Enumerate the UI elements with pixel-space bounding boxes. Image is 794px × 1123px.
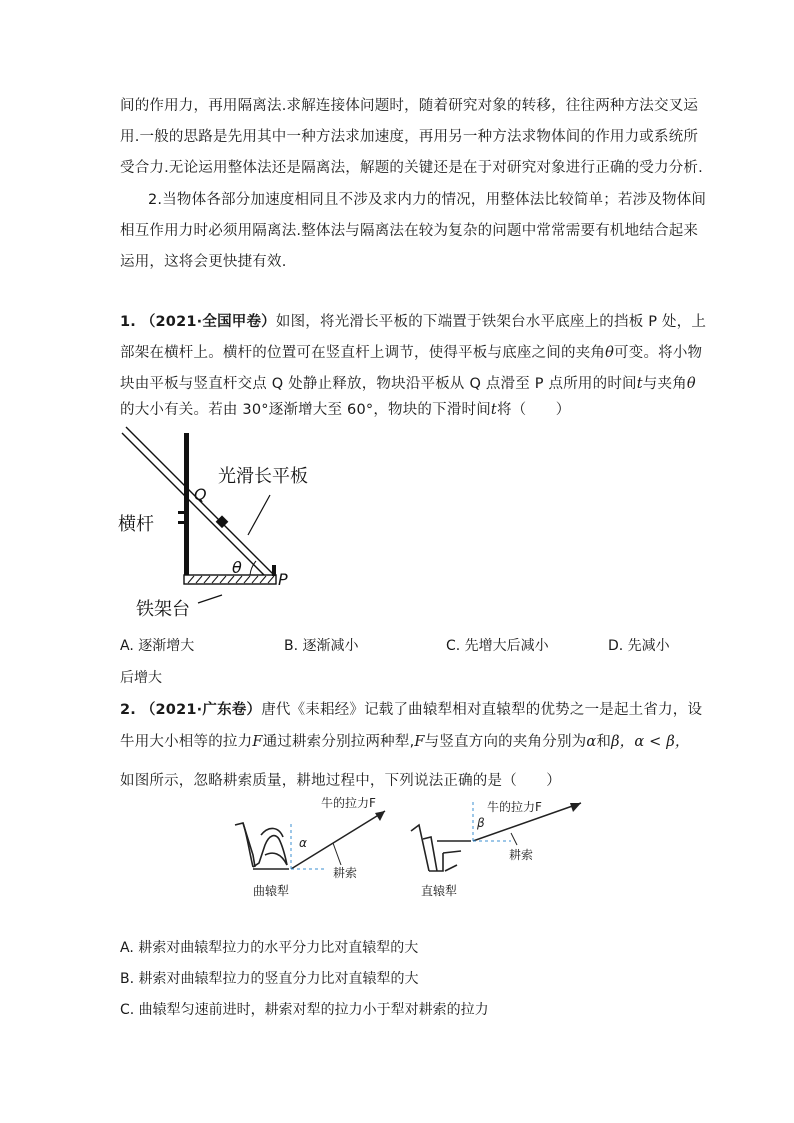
label-theta: θ	[232, 558, 242, 577]
intro-line-2: 用.一般的思路是先用其中一种方法求加速度，再用另一种方法求物体间的作用力或系统所	[120, 129, 699, 145]
intro-line-1: 间的作用力，再用隔离法.求解连接体问题时，随着研究对象的转移，往往两种方法交叉运	[120, 98, 699, 114]
q2-line-1	[120, 700, 702, 720]
q1-option-b[interactable]: B. 逐渐减小	[284, 638, 359, 654]
q2-text-2b: 通过耕索分别拉两种犁,	[262, 734, 415, 750]
t-symbol: t	[636, 376, 643, 392]
q1-option-d[interactable]: D. 先减小	[608, 638, 670, 654]
label-plank: 光滑长平板	[218, 466, 308, 487]
alpha-symbol: α	[586, 734, 597, 750]
q2-option-a[interactable]: A. 耕索对曲辕犁拉力的水平分力比对直辕犁的大	[120, 940, 419, 956]
label-P: P	[278, 570, 288, 589]
q2-option-c[interactable]: C. 曲辕犁匀速前进时，耕索对犁的拉力小于犁对耕索的拉力	[120, 1002, 489, 1018]
q1-text-2: 部架在横杆上。横杆的位置可在竖直杆上调节，使得平板与底座之间的夹角	[120, 345, 606, 361]
inequality: ，α < β，	[619, 734, 690, 750]
q1-text-3b: 与夹角	[642, 376, 687, 392]
q1-line-4	[120, 400, 570, 420]
plank-leader	[248, 495, 270, 535]
left-rope-leader	[333, 843, 341, 865]
F-symbol: F	[252, 734, 263, 750]
left-force-label: 牛的拉力F	[321, 796, 376, 810]
q1-option-c[interactable]: C. 先增大后减小	[446, 638, 549, 654]
q1-text-4: 的大小有关。若由 30°逐渐增大至 60°，物块的下滑时间	[120, 402, 491, 418]
q2-figure	[225, 795, 605, 905]
theta-symbol: θ	[605, 345, 615, 361]
left-rope-label: 耕索	[333, 866, 358, 880]
stop-plate	[272, 565, 276, 576]
q1-line-1	[120, 312, 706, 332]
curved-plough	[235, 823, 289, 869]
straight-plough	[411, 825, 471, 871]
label-crossbar: 横杆	[118, 514, 154, 535]
right-force-label: 牛的拉力F	[487, 800, 542, 814]
stand-leader	[198, 595, 222, 603]
label-Q: Q	[194, 485, 207, 504]
right-rope-label: 耕索	[509, 848, 534, 862]
theta-symbol: θ	[686, 376, 696, 392]
right-rope-leader	[511, 833, 517, 845]
block	[216, 515, 229, 528]
q1-text-4b: 将（ ）	[496, 402, 571, 418]
q2-line-2	[120, 732, 690, 752]
label-stand: 铁架台	[136, 599, 190, 620]
intro-line-3: 受合力.无论运用整体法还是隔离法，解题的关键还是在于对研究对象进行正确的受力分析.	[120, 160, 703, 176]
q1-number: 1.	[120, 314, 136, 330]
vertical-rod	[184, 433, 189, 575]
q2-line-3: 如图所示，忽略耕索质量，耕地过程中，下列说法正确的是（ ）	[120, 773, 561, 789]
intro-line-5: 相互作用力时必须用隔离法.整体法与隔离法在较为复杂的问题中常常需要有机地结合起来	[120, 223, 699, 239]
F-symbol: F	[414, 734, 425, 750]
q2-number: 2.	[120, 702, 136, 718]
t-symbol: t	[490, 402, 497, 418]
q1-source: （2021·全国甲卷）	[140, 314, 276, 330]
q2-text-2c: 与竖直方向的夹角分别为	[424, 734, 587, 750]
q1-option-d-cont: 后增大	[120, 670, 162, 686]
q1-text-1: 如图，将光滑长平板的下端置于铁架台水平底座上的挡板 P 处，上	[275, 314, 707, 330]
left-angle-label: α	[299, 836, 307, 850]
right-caption: 直辕犁	[421, 884, 458, 898]
q2-text-1: 唐代《耒耜经》记载了曲辕犁相对直辕犁的优势之一是起土省力，设	[261, 702, 703, 718]
q2-text-and: 和	[596, 734, 612, 750]
stand-base	[184, 575, 276, 584]
q1-text-2b: 可变。将小物	[614, 345, 703, 361]
right-angle-label: β	[477, 816, 485, 830]
q1-line-3	[120, 374, 696, 394]
intro-line-4: 2.当物体各部分加速度相同且不涉及求内力的情况，用整体法比较简单；若涉及物体间	[148, 192, 707, 208]
left-caption: 曲辕犁	[253, 884, 290, 898]
q1-line-2	[120, 343, 702, 363]
q2-text-2a: 牛用大小相等的拉力	[120, 734, 253, 750]
intro-line-6: 运用，这将会更快捷有效.	[120, 254, 287, 270]
plank-edge-bottom	[122, 433, 268, 579]
q2-option-b[interactable]: B. 耕索对曲辕犁拉力的竖直分力比对直辕犁的大	[120, 971, 419, 987]
q1-text-3: 块由平板与竖直杆交点 Q 处静止释放，物块沿平板从 Q 点滑至 P 点所用的时间	[120, 376, 637, 392]
q1-option-a[interactable]: A. 逐渐增大	[120, 638, 195, 654]
q2-source: （2021·广东卷）	[140, 702, 262, 718]
beta-symbol: β	[611, 734, 620, 750]
crossbar	[178, 511, 184, 514]
q1-figure	[110, 425, 350, 625]
